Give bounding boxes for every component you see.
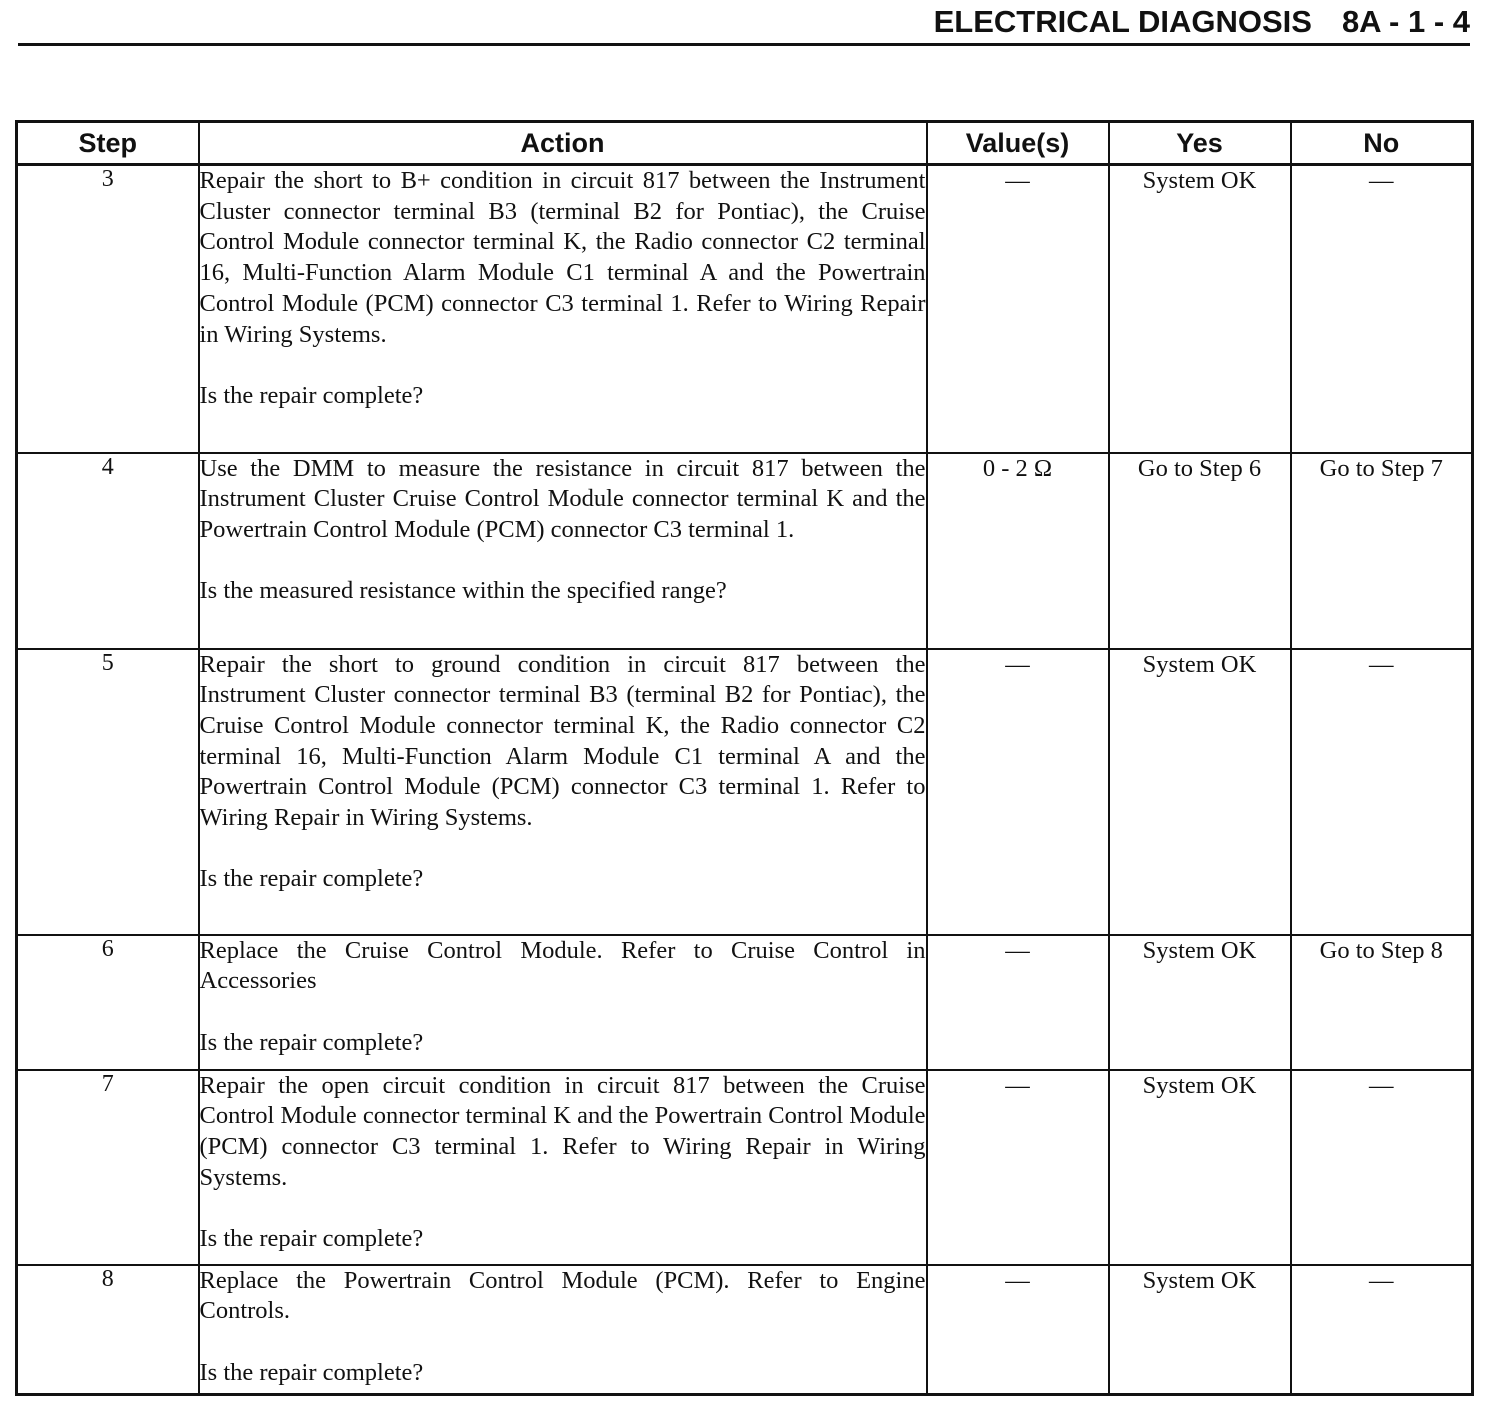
step-number: 4	[17, 453, 199, 649]
action-cell	[199, 453, 927, 649]
table-row-step-8	[17, 1265, 1473, 1395]
action-text: Replace the Powertrain Control Module (PCM). Refer to Engine Controls.	[199, 1266, 926, 1325]
value-cell: —	[927, 649, 1109, 935]
value-cell: —	[927, 1070, 1109, 1265]
step-number: 6	[17, 935, 199, 1070]
page-header	[0, 0, 1488, 48]
table-row-step-5	[17, 649, 1473, 935]
yes-cell: Go to Step 6	[1109, 453, 1291, 649]
value-cell: —	[927, 1265, 1109, 1395]
no-cell: —	[1291, 1070, 1473, 1265]
step-number: 3	[17, 165, 199, 453]
action-text: Repair the short to ground condition in circuit 817 between the Instrument Cluster connector terminal B3 (terminal B2 for Pontiac), the Cruise Control Module connector terminal K, the Radio connector C2 terminal 16, Multi-Function Alarm Module C1 terminal A and the Powertrain Control Module (PCM) connector C3 terminal 1. Refer to Wiring Repair in Wiring Systems.	[199, 650, 926, 832]
column-header-yes: Yes	[1109, 122, 1291, 165]
page-number: 8A - 1 - 4	[1341, 4, 1470, 39]
action-text: Repair the open circuit condition in circuit 817 between the Cruise Control Module connector terminal K and the Powertrain Control Module (PCM) connector C3 terminal 1. Refer to Wiring Repair in Wiring Systems.	[199, 1071, 926, 1191]
action-cell	[199, 649, 927, 935]
header-text	[934, 4, 1470, 40]
action-question: Is the measured resistance within the specified range?	[199, 577, 727, 605]
action-question: Is the repair complete?	[199, 1028, 424, 1056]
table-row-step-6	[17, 935, 1473, 1070]
action-cell	[199, 165, 927, 453]
action-cell	[199, 935, 927, 1070]
yes-cell: System OK	[1109, 935, 1291, 1070]
no-cell: —	[1291, 1265, 1473, 1395]
action-question: Is the repair complete?	[199, 1225, 424, 1252]
table-row-step-7	[17, 1070, 1473, 1265]
no-cell: Go to Step 8	[1291, 935, 1473, 1070]
header-rule	[18, 43, 1470, 46]
action-text: Replace the Cruise Control Module. Refer to Cruise Control in Accessories	[199, 936, 926, 995]
value-cell: —	[927, 165, 1109, 453]
step-number: 5	[17, 649, 199, 935]
diagnosis-table	[15, 120, 1474, 1396]
yes-cell: System OK	[1109, 649, 1291, 935]
no-cell: —	[1291, 649, 1473, 935]
value-cell: 0 - 2 Ω	[927, 453, 1109, 649]
action-cell	[199, 1265, 927, 1395]
table-row-step-3	[17, 165, 1473, 453]
column-header-step: Step	[17, 122, 199, 165]
column-header-values: Value(s)	[927, 122, 1109, 165]
no-cell: —	[1291, 165, 1473, 453]
no-cell: Go to Step 7	[1291, 453, 1473, 649]
table-row-step-4	[17, 453, 1473, 649]
yes-cell: System OK	[1109, 1070, 1291, 1265]
value-cell: —	[927, 935, 1109, 1070]
column-header-action: Action	[199, 122, 927, 165]
column-header-no: No	[1291, 122, 1473, 165]
action-question: Is the repair complete?	[199, 1358, 424, 1386]
section-title: ELECTRICAL DIAGNOSIS	[933, 4, 1312, 39]
table-header-row	[17, 122, 1473, 165]
step-number: 8	[17, 1265, 199, 1395]
action-question: Is the repair complete?	[199, 865, 424, 893]
step-number: 7	[17, 1070, 199, 1265]
yes-cell: System OK	[1109, 1265, 1291, 1395]
action-cell	[199, 1070, 927, 1265]
action-question: Is the repair complete?	[199, 381, 424, 409]
action-text: Repair the short to B+ condition in circuit 817 between the Instrument Cluster connector terminal B3 (terminal B2 for Pontiac), the Cruise Control Module connector terminal K, the Radio connector C2 terminal 16, Multi-Function Alarm Module C1 terminal A and the Powertrain Control Module (PCM) connector C3 terminal 1. Refer to Wiring Repair in Wiring Systems.	[199, 167, 926, 348]
action-text: Use the DMM to measure the resistance in circuit 817 between the Instrument Cluster Cruise Control Module connector terminal K and the Powertrain Control Module (PCM) connector C3 terminal 1.	[199, 454, 926, 543]
yes-cell: System OK	[1109, 165, 1291, 453]
